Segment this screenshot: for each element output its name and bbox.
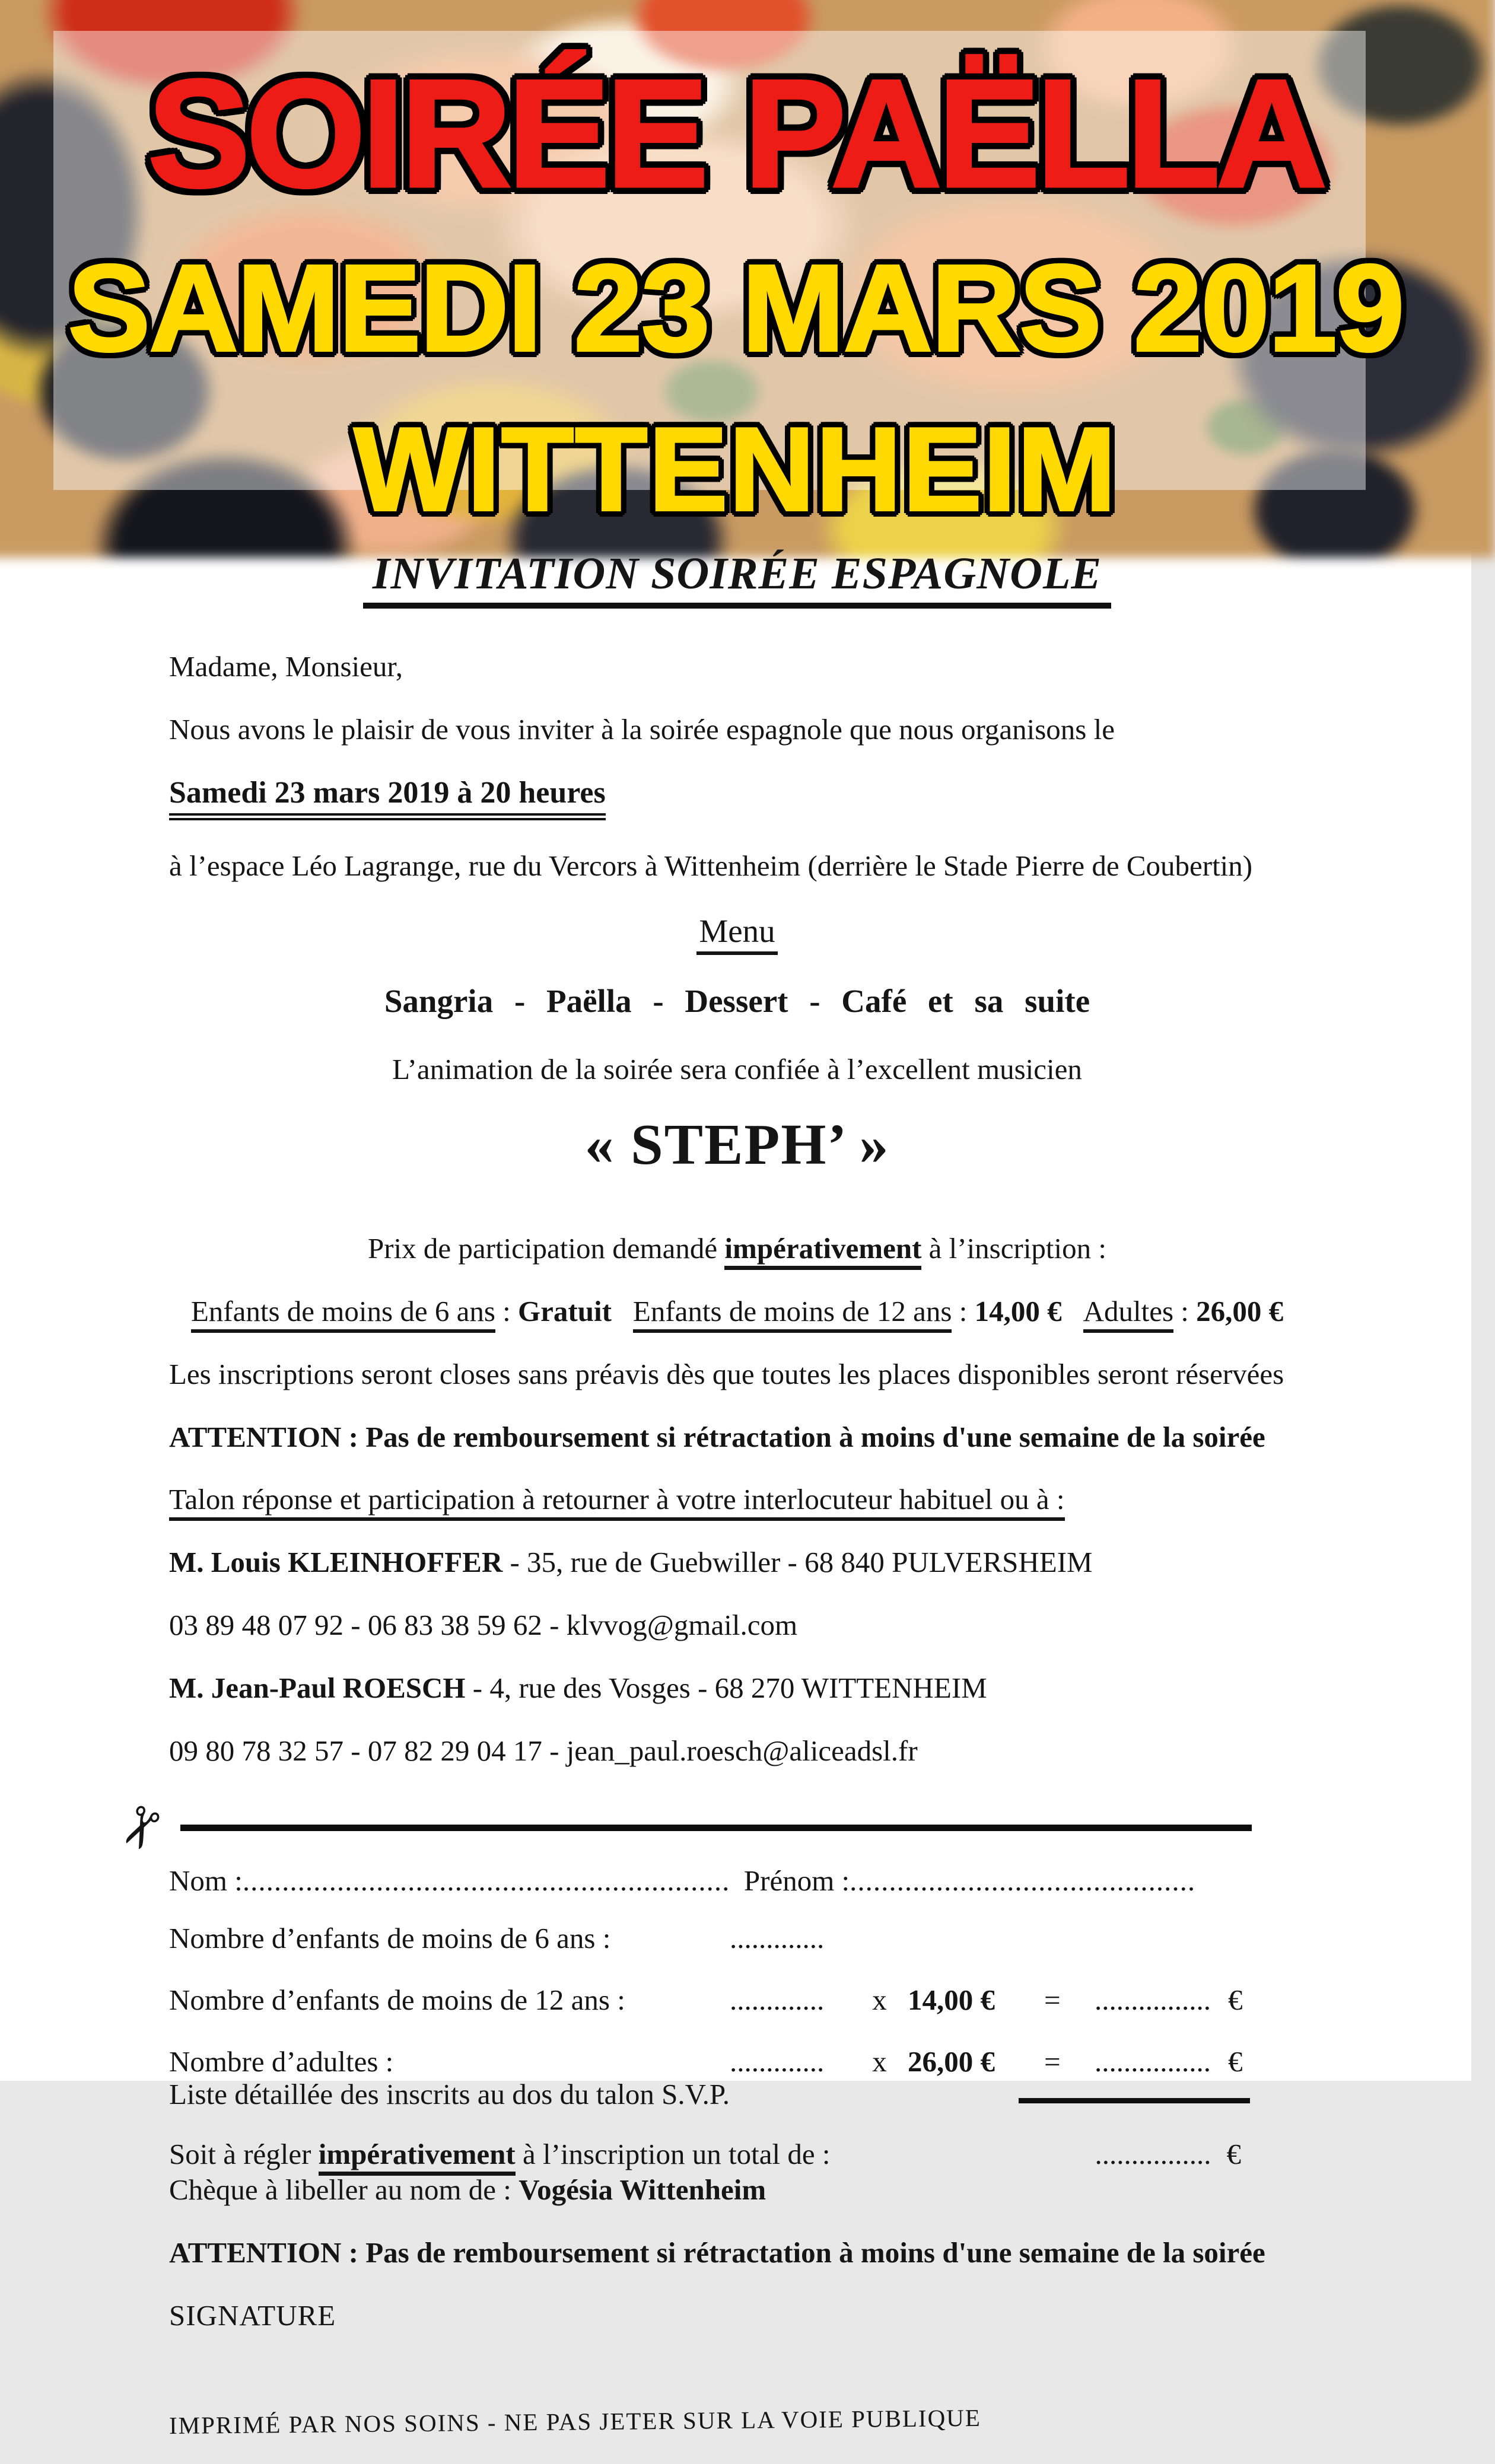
form-row-under6: [169, 1922, 1305, 1956]
invitation-heading-text: INVITATION SOIRÉE ESPAGNOLE: [363, 550, 1111, 609]
salutation-line: Madame, Monsieur,: [169, 650, 403, 683]
attention-line-bottom: ATTENTION : Pas de remboursement si rétractation à moins d'une semaine de la soirée: [169, 2236, 1265, 2269]
multiply-sign: [851, 1922, 908, 1956]
invitation-document: [0, 534, 1471, 2464]
under6-price: Gratuit: [518, 1294, 612, 1327]
contact-heading-text: Talon réponse et participation à retourner à votre interlocuteur habituel ou à :: [169, 1483, 1065, 1521]
euro-sign: €: [1226, 2137, 1241, 2170]
hero-text-block: [0, 0, 1471, 534]
adults-price: 26,00 €: [1196, 1294, 1284, 1327]
invitation-heading: [169, 550, 1305, 609]
hero-title: SOIRÉE PAËLLA: [148, 47, 1324, 219]
price-details-line: [169, 1295, 1305, 1329]
contact-address: - 35, rue de Guebwiller - 68 840 PULVERSHEIM: [502, 1546, 1093, 1579]
menu-heading: [169, 912, 1305, 950]
event-datetime-line: [169, 775, 1305, 820]
euro-sign: €: [1228, 2045, 1243, 2078]
grand-total-label: [169, 2138, 830, 2172]
price-intro-before: Prix de participation demandé: [367, 1232, 725, 1265]
nom-field-dots: ..............................................................: [242, 1864, 730, 1898]
price-intro-line: [169, 1232, 1305, 1266]
euro-sign: €: [1228, 1984, 1243, 2017]
grand-total-dots: ................: [1095, 2137, 1211, 2170]
venue-line: à l’espace Léo Lagrange, rue du Vercors à Wittenheim (derrière le Stade Pierre de Coubertin): [169, 849, 1253, 882]
intro-line: Nous avons le plaisir de vous inviter à la soirée espagnole que nous organisons le: [169, 712, 1115, 746]
cut-line: [180, 1825, 1252, 1831]
footer-imprint: IMPRIMÉ PAR NOS SOINS - NE PAS JETER SUR LA VOIE PUBLIQUE: [168, 2403, 982, 2439]
hero-city-line: WITTENHEIM: [354, 403, 1118, 536]
name-fields-row: [169, 1864, 1305, 1898]
under12-sep: :: [952, 1294, 975, 1327]
price-intro-emphasis: impérativement: [724, 1232, 921, 1270]
price-intro-after: à l’inscription :: [921, 1232, 1107, 1265]
unit-price: 26,00 €: [908, 2045, 995, 2078]
contact-phones-line: 09 80 78 32 57 - 07 82 29 04 17 - jean_paul.roesch@aliceadsl.fr: [169, 1734, 918, 1767]
liste-note: Liste détaillée des inscrits au dos du talon S.V.P.: [169, 2077, 730, 2110]
prenom-label: Prénom :: [743, 1864, 850, 1898]
contact-name: M. Jean-Paul ROESCH: [169, 1671, 466, 1704]
quantity-dots: .............: [730, 1984, 825, 2017]
adults-sep: :: [1173, 1294, 1197, 1327]
equals-sign: [1044, 1922, 1095, 1956]
grand-total-row: [169, 2138, 1305, 2172]
under6-sep: :: [495, 1294, 519, 1327]
contact-heading: [169, 1483, 1305, 1517]
unit-price: 14,00 €: [908, 1984, 995, 2017]
equals-sign: =: [1044, 2045, 1061, 2078]
musician-name: « STEPH’ »: [584, 1113, 890, 1177]
event-datetime-text: Samedi 23 mars 2019 à 20 heures: [169, 775, 606, 820]
under6-label: Enfants de moins de 6 ans: [191, 1295, 495, 1333]
cut-here-row: [103, 1794, 1305, 1861]
animation-line: L’animation de la soirée sera confiée à l’excellent musicien: [392, 1053, 1082, 1086]
nom-label: Nom :: [169, 1864, 243, 1898]
contact-address: - 4, rue des Vosges - 68 270 WITTENHEIM: [465, 1671, 987, 1704]
menu-items-line: Sangria - Paëlla - Dessert - Café et sa suite: [384, 983, 1090, 1020]
cheque-line: [169, 2173, 1305, 2207]
under12-label: Enfants de moins de 12 ans: [633, 1295, 952, 1333]
contact-name-address: [169, 1672, 1305, 1705]
multiply-sign: x: [872, 2045, 887, 2078]
adults-label: Adultes: [1083, 1295, 1173, 1333]
quantity-dots: .............: [730, 1922, 825, 1955]
equals-sign: =: [1044, 1984, 1061, 2017]
total-before: Soit à régler: [169, 2137, 319, 2170]
unit-price: [908, 1922, 1044, 1956]
contact-name: M. Louis KLEINHOFFER: [169, 1546, 503, 1579]
total-dots: ................: [1095, 1984, 1211, 2017]
total-after: à l’inscription un total de :: [515, 2137, 831, 2170]
contact-phones-line: 03 89 48 07 92 - 06 83 38 59 62 - klvvog@gmail.com: [169, 1608, 798, 1641]
closing-line: Les inscriptions seront closes sans préavis dès que toutes les places disponibles seront réservées: [169, 1357, 1284, 1390]
grand-total-field: [1095, 2138, 1242, 2172]
sum-rule-line: [1019, 2098, 1250, 2112]
contact-name-address: [169, 1546, 1305, 1580]
signature-label: SIGNATURE: [169, 2299, 336, 2332]
form-row-under12: [169, 1984, 1305, 2017]
cheque-payee: Vogésia Wittenheim: [519, 2173, 766, 2207]
hero-banner: [0, 0, 1471, 534]
row-label: Nombre d’enfants de moins de 6 ans :: [169, 1922, 611, 1955]
scissors-icon: ✂: [103, 1794, 177, 1861]
total-dots: [1095, 1922, 1228, 1956]
liste-note-row: [169, 2078, 1305, 2112]
total-emphasis: impérativement: [319, 2138, 516, 2176]
total-dots: ................: [1095, 2045, 1211, 2078]
quantity-dots: .............: [730, 2045, 825, 2078]
row-label: Nombre d’enfants de moins de 12 ans :: [169, 1984, 625, 2017]
menu-heading-text: Menu: [696, 913, 777, 955]
prenom-field-dots: ............................................: [850, 1864, 1196, 1898]
row-label: Nombre d’adultes :: [169, 2045, 394, 2078]
form-row-adults: [169, 2045, 1305, 2079]
cheque-label: Chèque à libeller au nom de :: [169, 2173, 519, 2207]
attention-line: ATTENTION : Pas de remboursement si rétractation à moins d'une semaine de la soirée: [169, 1420, 1265, 1453]
hero-date-line: SAMEDI 23 MARS 2019: [68, 240, 1404, 377]
under12-price: 14,00 €: [974, 1294, 1062, 1327]
multiply-sign: x: [872, 1984, 887, 2017]
